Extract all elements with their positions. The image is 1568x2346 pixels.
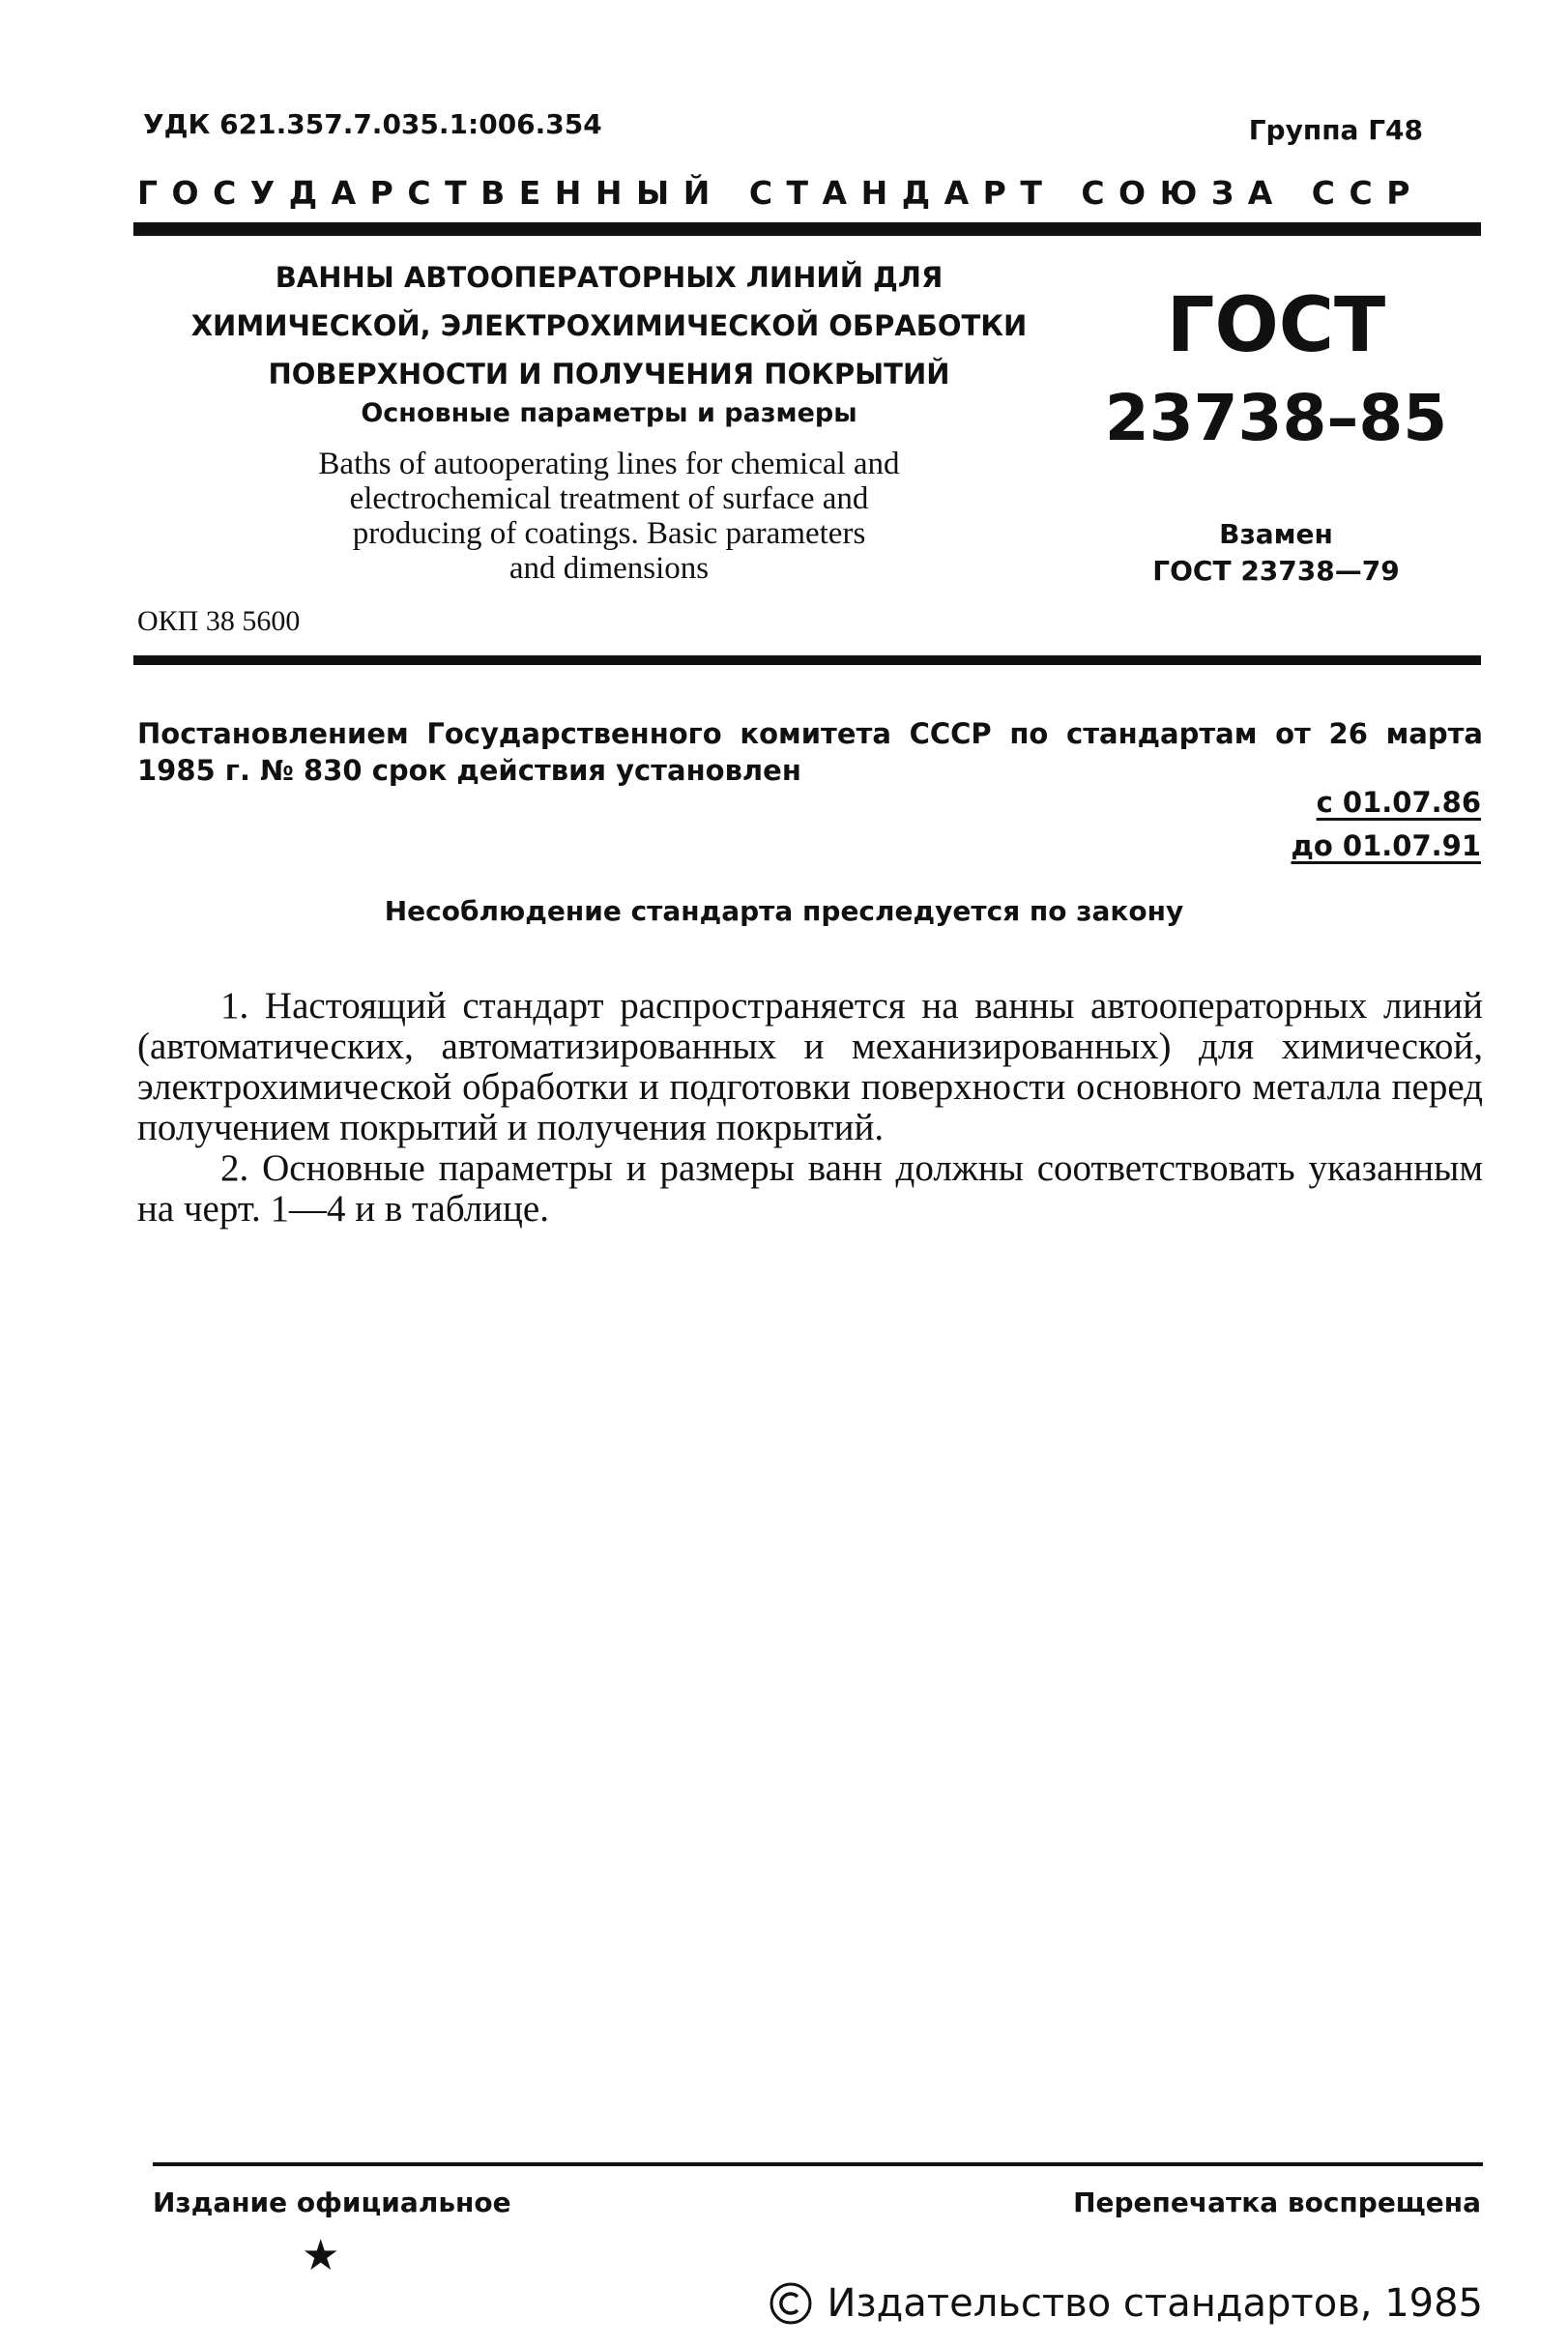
group-code: Группа Г48 — [1248, 114, 1423, 146]
penalty-notice: Несоблюдение стандарта преследуется по закону — [384, 895, 1184, 927]
replaces-label: Взамен — [1219, 518, 1333, 550]
title-en-line: Baths of autooperating lines for chemical and — [318, 447, 900, 481]
paragraph-2: 2. Основные параметры и размеры ванн должны соответствовать указанным на черт. 1—4 и в таблице. — [137, 1147, 1483, 1230]
title-line: ХИМИЧЕСКОЙ, ЭЛЕКТРОХИМИЧЕСКОЙ ОБРАБОТКИ — [190, 309, 1028, 342]
header-rule — [133, 222, 1481, 236]
title-en-line: electrochemical treatment of surface and — [349, 481, 869, 516]
gost-number: 23738–85 — [1104, 381, 1448, 455]
decree-text: Постановлением Государственного комитета СССР по стандартам от 26 марта 1985 г. № 830 срок действия установлен — [137, 717, 1483, 787]
title-line: ВАННЫ АВТООПЕРАТОРНЫХ ЛИНИЙ ДЛЯ — [275, 261, 944, 294]
title-en-line: producing of coatings. Basic parameters — [352, 516, 866, 551]
effective-to-date: до 01.07.91 — [1291, 829, 1481, 862]
title-en-line: and dimensions — [508, 551, 710, 586]
publisher-line — [769, 2281, 1483, 2326]
paragraph-1: 1. Настоящий стандарт распространяется на ванны автооператорных линий (автоматических, автоматизированных и механизированных) для химической, электрохимической обработки и подготовки поверхности основного металла перед получением покрытий и получения покрытий. — [137, 985, 1483, 1148]
standard-subtitle: Основные параметры и размеры — [361, 398, 857, 428]
section-rule — [133, 655, 1481, 665]
body-text — [137, 986, 1483, 1230]
official-edition-label: Издание официальное — [153, 2187, 511, 2218]
effective-from-date: с 01.07.86 — [1316, 786, 1481, 819]
title-line: ПОВЕРХНОСТИ И ПОЛУЧЕНИЯ ПОКРЫТИЙ — [268, 358, 950, 391]
publisher-text: Издательство стандартов, 1985 — [827, 2281, 1483, 2326]
footer-rule — [153, 2162, 1483, 2166]
state-standard-heading: ГОСУДАРСТВЕННЫЙ СТАНДАРТ СОЮЗА ССР — [137, 174, 1424, 212]
standard-title-en — [155, 447, 1063, 586]
gost-label: ГОСТ — [1166, 282, 1386, 369]
star-icon: ★ — [302, 2231, 340, 2280]
reprint-prohibited-label: Перепечатка воспрещена — [1073, 2187, 1481, 2218]
copyright-icon — [769, 2281, 813, 2326]
okp-code: ОКП 38 5600 — [137, 605, 301, 637]
udk-code: УДК 621.357.7.035.1:006.354 — [143, 108, 602, 140]
replaced-standard: ГОСТ 23738—79 — [1152, 555, 1400, 587]
standard-title-ru — [155, 253, 1063, 398]
